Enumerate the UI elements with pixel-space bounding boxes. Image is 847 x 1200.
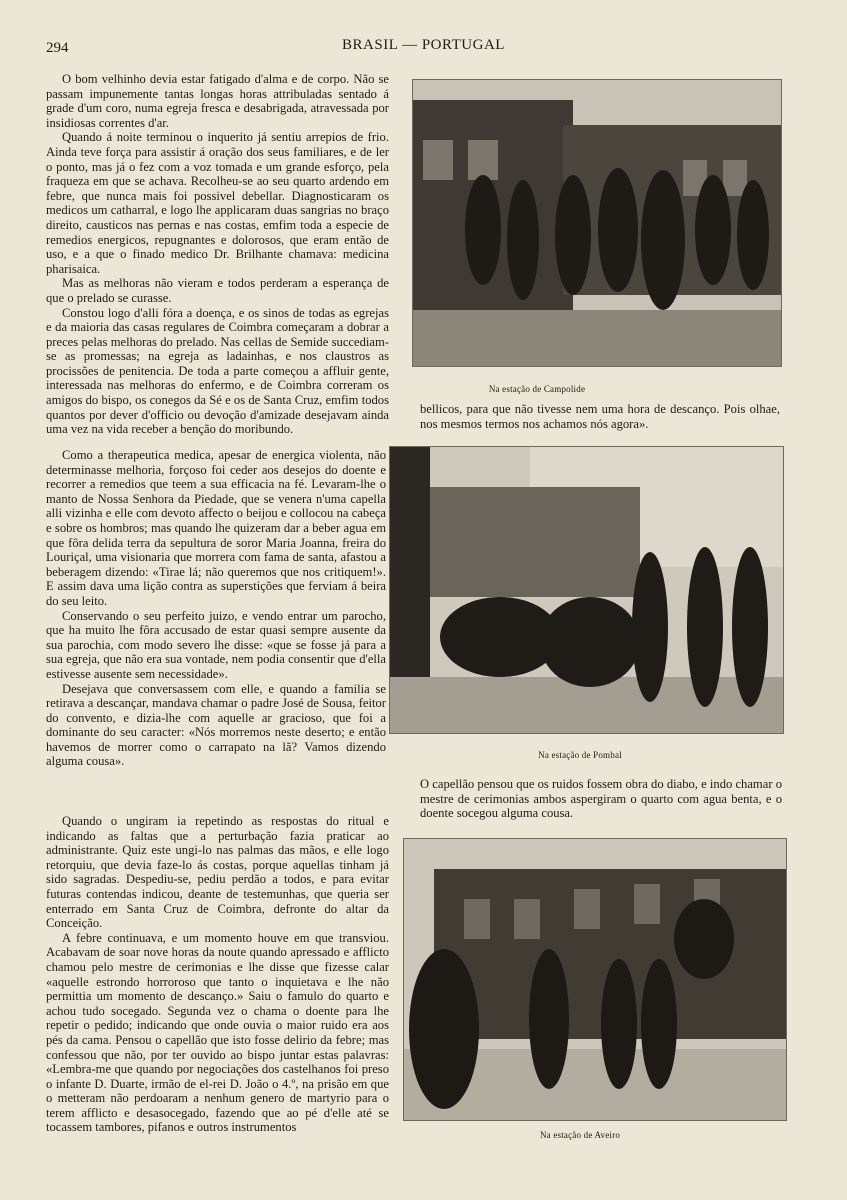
paragraph: Conservando o seu perfeito juizo, e vendo entrar um parocho, que ha muito lhe fôra accusado de estar quasi sempre ausente da sua parochia, com modo severo lhe disse: «que se fosse já para a sua egreja, que não era sua vontade, nem podia consentir que d'ella estivesse ausente sem necessidade». — [46, 608, 386, 681]
train-crowd-photo-icon — [413, 80, 781, 366]
photo-aveiro-station — [403, 838, 787, 1121]
page-number: 294 — [46, 40, 69, 56]
photo-campolide-station — [412, 79, 782, 367]
caption-aveiro: Na estação de Aveiro — [539, 1130, 621, 1140]
caption-campolide: Na estação de Campolide — [488, 384, 586, 394]
article-column-middle — [46, 448, 386, 769]
caption-pombal: Na estação de Pombal — [538, 750, 622, 760]
article-column-lower — [46, 814, 389, 1135]
article-continuation-upper: bellicos, para que não tivesse nem uma hora de descanço. Pois olhae, nos mesmos termos nos achamos nós agora». — [420, 402, 780, 431]
paragraph: Desejava que conversassem com elle, e quando a familia se retirava a descançar, mandava chamar o padre José de Sousa, feitor do convento, e dizia-lhe com aquelle ar gracioso, que foi a dominante do seu caracter: «Nós morremos neste deserto; e então havemos de morrer como o carrapato na lã? Vamos dizendo alguma cousa». — [46, 681, 386, 769]
paragraph: O bom velhinho devia estar fatigado d'alma e de corpo. Não se passam impunemente tantas longas horas attribuladas sentado á grade d'um coro, numa egreja fresca e desabrigada, atravessada por insidiosas correntes d'ar. — [46, 72, 389, 130]
paragraph: Quando o ungiram ia repetindo as respostas do ritual e indicando as faltas que a perturbação fazia praticar ao administrante. Quiz este ungi-lo nas palmas das mãos, e elle logo retorquiu, que devia faze-lo ás costas, porque aquellas tinham já sido sagradas. Despediu-se, pediu perdão a todos, e para evitar futuras contendas indicou, deante de testemunhas, que queria ser enterrado em Santa Cruz de Coimbra, defronte do altar da Conceição. — [46, 814, 389, 931]
paragraph: Mas as melhoras não vieram e todos perderam a esperança de que o prelado se curasse. — [46, 276, 389, 305]
article-column-upper — [46, 72, 389, 437]
paragraph: Quando á noite terminou o inquerito já sentiu arrepios de frio. Ainda teve força para assistir á oração dos seus familiares, e de ler o ponto, mas já o fez com a voz tomada e um grande esforço, pela fraqueza em que se achava. Recolheu-se ao seu quarto ardendo em febre, que nunca mais foi possivel debellar. Diagnosticaram os medicos um catharral, e logo lhe applicaram duas sangrias no braço direito, causticos nas pernas e nas costas, emfim toda a especie de remedios energicos, repugnantes e dolorosos, que eram então de uso, e a que o finado medico Dr. Brilhante chamava: medicina pharisaica. — [46, 130, 389, 276]
station-soldiers-photo-icon — [390, 447, 783, 733]
paragraph: A febre continuava, e um momento houve em que transviou. Acabavam de soar nove horas da noute quando apressado e afflicto chamou pelo mestre de cerimonias e lhe disse que fizesse calar «aquelle estrondo horroroso que tanto o inquietava e lhe não permittia um momento de descanço.» Saiu o famulo do quarto e achou tudo socegado. Segunda vez o chama o doente para lhe repetir o pedido; indicando que onde ouvia o maior ruido era aos pés da cama. Pensou o capellão que isto fosse delirio da febre; mas confessou que não, por ter ouvido ao bispo juntar estas palavras: «Lembra-me que quando por negociações dos castelhanos foi preso o infante D. Duarte, irmão de el-rei D. João o 4.º, na prisão em que o metteram não perdoaram a nenhum genero de martyrio para o terem afflicto e desasocegado, fazendo que ao pé d'elle até se tocassem tambores, pifanos e outros instrumentos — [46, 930, 389, 1135]
train-passengers-photo-icon — [404, 839, 786, 1120]
paragraph: Como a therapeutica medica, apesar de energica violenta, não determinasse melhoria, forçoso foi ceder aos desejos do doente e recorrer a remedios que teem a sua efficacia na fé. Levaram-lhe o manto de Nossa Senhora da Piedade, que se venera n'uma capella alli vizinha e elle com devoto affecto o beijou e collocou na cabeça e sobre os hombros; mas quando lhe quizeram dar a beber agua em que fôra delida terra da sepultura de soror Maria Joanna, freira do Louriçal, uma visionaria que morrera com fama de santa, afastou a beberagem dizendo: «Tirae lá; não queremos que nos critiquem!». E assim dava uma lição contra as superstições que ferviam á beira do seu leito. — [46, 448, 386, 608]
article-continuation-lower: O capellão pensou que os ruidos fossem obra do diabo, e indo chamar o mestre de cerimonias ambos aspergiram o quarto com agua benta, e o doente socegou alguma cousa. — [420, 777, 782, 821]
paragraph: Constou logo d'alli fóra a doença, e os sinos de todas as egrejas e da maioria das casas regulares de Coimbra começaram a dobrar a preces pelas melhoras do prelado. Nas cellas de Semide succediam-se as promessas; na egreja as ladainhas, e nos claustros as procissões de penitencia. De toda a parte começou a affluir gente, interessada nas melhoras do enfermo, e de Coimbra correram os amigos do bispo, os conegos da Sé e os de Santa Cruz, emfim todos quantos por dever d'officio ou devoção d'amizade desejavam ainda uma vez na vida receber a benção do moribundo. — [46, 305, 389, 437]
running-title: BRASIL — PORTUGAL — [342, 37, 505, 53]
photo-pombal-station — [389, 446, 784, 734]
